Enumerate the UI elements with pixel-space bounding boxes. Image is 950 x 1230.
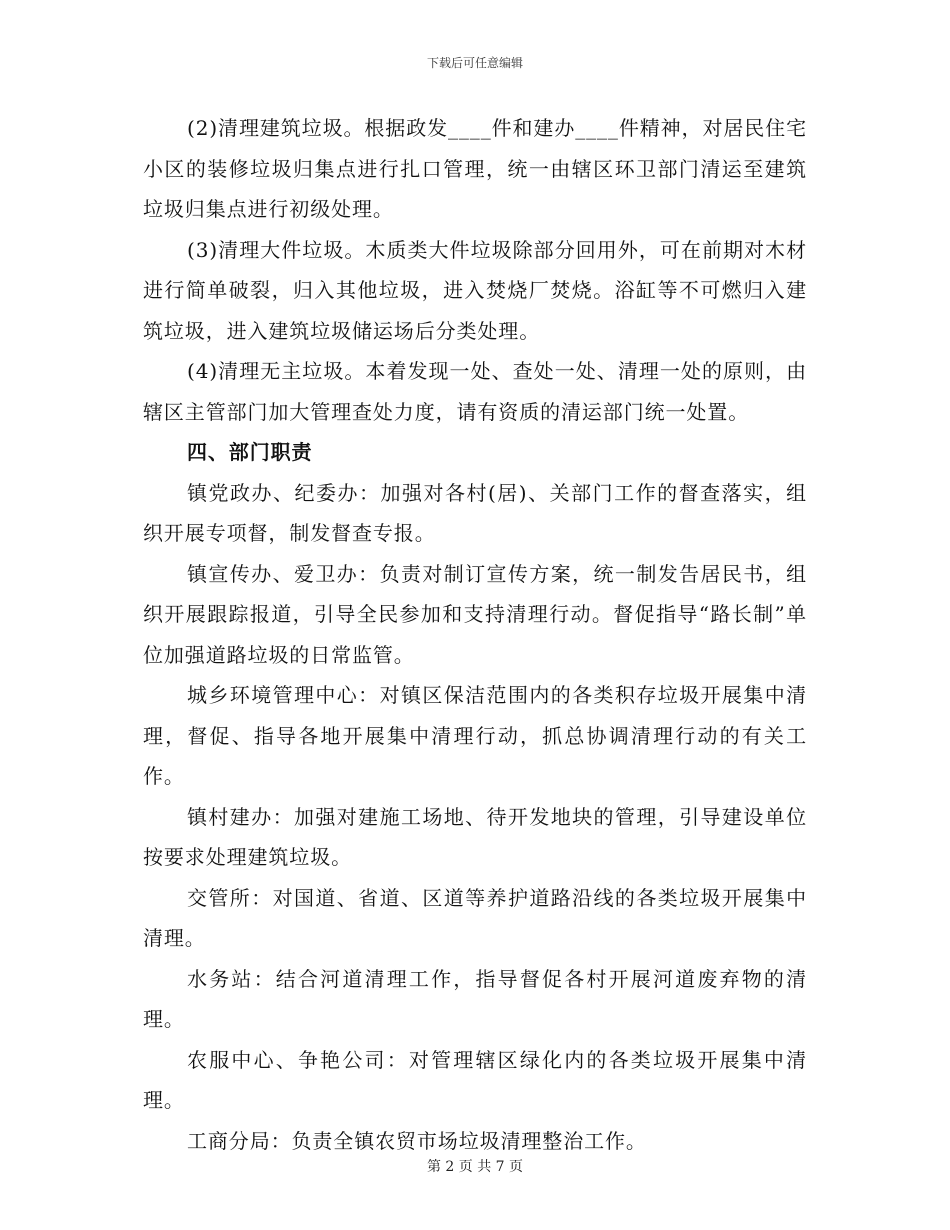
- section-heading-department-duties: 四、部门职责: [187, 440, 313, 464]
- paragraph-agri-service-center: 农服中心、争艳公司：对管理辖区绿化内的各类垃圾开展集中清理。: [143, 1047, 807, 1112]
- paragraph-publicity-office: 镇宣传办、爱卫办：负责对制订宣传方案，统一制发告居民书，组织开展跟踪报道，引导全民参加和支持清理行动。督促指导“路长制”单位加强道路垃圾的日常监管。: [143, 561, 807, 667]
- paragraph-water-station: 水务站：结合河道清理工作，指导督促各村开展河道废弃物的清理。: [143, 966, 807, 1031]
- paragraph-party-office: 镇党政办、纪委办：加强对各村(居)、关部门工作的督查落实，组织开展专项督，制发督查专报。: [143, 480, 807, 545]
- paragraph-construction-waste: (2)清理建筑垃圾。根据政发____件和建办____件精神，对居民住宅小区的装修垃圾归集点进行扎口管理，统一由辖区环卫部门清运至建筑垃圾归集点进行初级处理。: [143, 116, 807, 221]
- paragraph-construction-office: 镇村建办：加强对建施工场地、待开发地块的管理，引导建设单位按要求处理建筑垃圾。: [143, 804, 807, 869]
- page-number: 第 2 页 共 7 页: [426, 1159, 524, 1175]
- paragraph-commerce-bureau: 工商分局：负责全镇农贸市场垃圾清理整治工作。: [187, 1128, 647, 1153]
- paragraph-traffic-office: 交管所：对国道、省道、区道等养护道路沿线的各类垃圾开展集中清理。: [143, 885, 807, 950]
- header-note: 下载后可任意编辑: [426, 56, 523, 70]
- document-body: [143, 108, 807, 1161]
- paragraph-ownerless-waste: (4)清理无主垃圾。本着发现一处、查处一处、清理一处的原则，由辖区主管部门加大管理查处力度，请有资质的清运部门统一处置。: [143, 359, 807, 424]
- paragraph-bulky-waste: (3)清理大件垃圾。木质类大件垃圾除部分回用外，可在前期对木材进行简单破裂，归入其他垃圾，进入焚烧厂焚烧。浴缸等不可燃归入建筑垃圾，进入建筑垃圾储运场后分类处理。: [143, 237, 807, 343]
- paragraph-environment-center: 城乡环境管理中心：对镇区保洁范围内的各类积存垃圾开展集中清理，督促、指导各地开展集中清理行动，抓总协调清理行动的有关工作。: [143, 683, 807, 788]
